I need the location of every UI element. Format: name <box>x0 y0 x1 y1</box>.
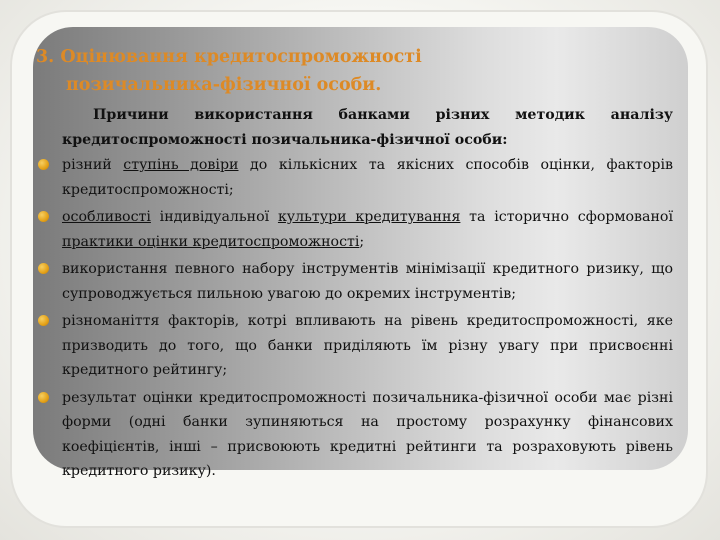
bullet-icon <box>38 159 49 170</box>
underlined-term: культури кредитування <box>277 209 461 225</box>
list-item-text: до кількісних та якісних способів оцінки, факторів кредитоспроможності; <box>62 157 673 198</box>
bullet-icon <box>38 392 49 403</box>
underlined-term: особливості <box>62 209 151 225</box>
list-item-text: результат оцінки кредитоспроможності позичальника-фізичної особи має різні форми (одні банки зупиняються на простому розрахунку фінансових коефіцієнтів, інші – присвоюють кредитні рейтинги та розраховують рівень кредитного ризику). <box>62 389 673 479</box>
list-item <box>38 205 673 254</box>
list-item-text: різний <box>62 157 124 173</box>
list-item-text: використання певного набору інструментів мінімізації кредитного ризику, що супроводжується пильною увагою до окремих інструментів; <box>62 261 673 302</box>
reasons-list <box>38 153 673 484</box>
list-item <box>38 386 673 484</box>
list-item-text: ; <box>359 233 365 250</box>
underlined-term: практики оцінки кредитоспроможності <box>62 233 360 250</box>
underlined-term: ступінь довіри <box>123 157 239 173</box>
slide-title <box>36 43 596 99</box>
slide-title-line2: позичальника-фізичної особи. <box>66 75 382 95</box>
list-item-text: різноманіття факторів, котрі впливають на рівень кредитоспроможності, яке призводить до того, що банки приділяють їм різну увагу при присвоєнні кредитного рейтингу; <box>62 313 673 378</box>
bullet-icon <box>38 263 49 274</box>
intro-paragraph: Причини використання банками різних методик аналізу кредитоспроможності позичальника-фізичної особи: <box>62 107 673 148</box>
list-item-text: та історично сформованої <box>460 209 673 225</box>
list-item-text: індивідуальної <box>150 209 278 225</box>
slide-content <box>38 103 673 487</box>
list-item <box>38 257 673 306</box>
list-item <box>38 153 673 202</box>
slide-title-line1: 3. Оцінювання кредитоспроможності <box>36 47 422 67</box>
list-item <box>38 309 673 383</box>
bullet-icon <box>38 315 49 326</box>
bullet-icon <box>38 211 49 222</box>
